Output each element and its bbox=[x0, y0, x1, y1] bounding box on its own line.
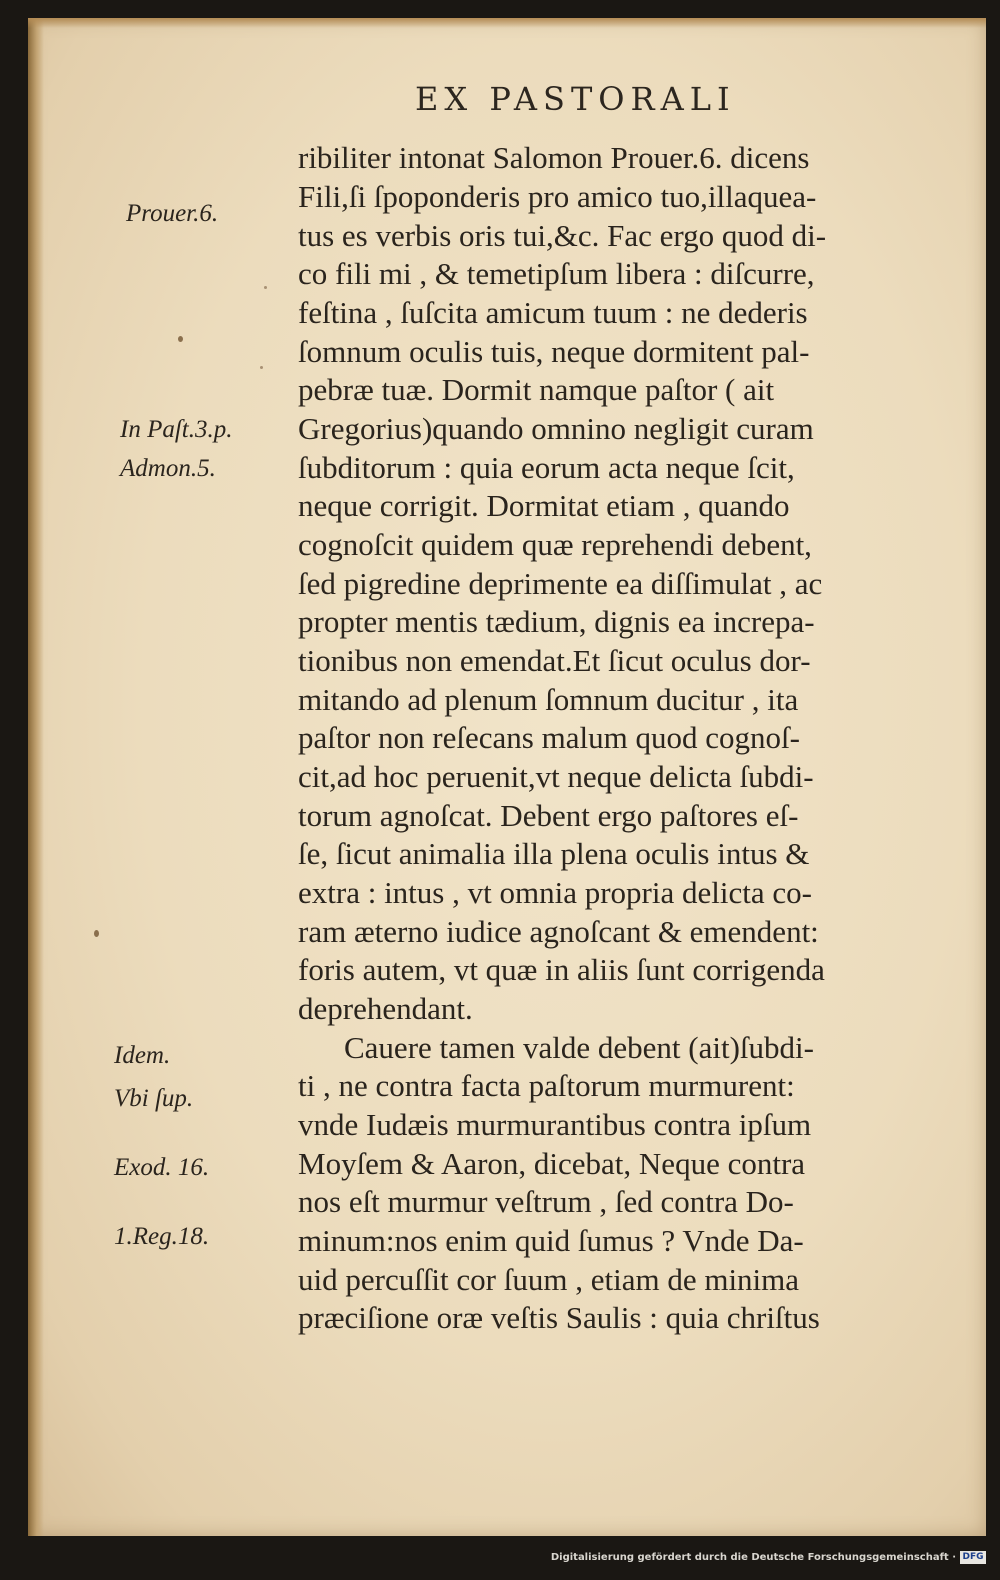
margin-note: Vbi ſup. bbox=[114, 1085, 194, 1112]
margin-note: Admon.5. bbox=[120, 455, 216, 482]
text-line: præciſione oræ veſtis Saulis : quia chriſtus bbox=[298, 1300, 820, 1335]
text-line: uid percuſſit cor ſuum , etiam de minima bbox=[298, 1262, 800, 1297]
digitization-credit: Digitalisierung gefördert durch die Deutsche Forschungsgemeinschaft · bbox=[550, 1552, 956, 1563]
margin-note: 1.Reg.18. bbox=[114, 1223, 210, 1250]
margin-note: In Paſt.3.p. bbox=[120, 416, 233, 443]
text-line: propter mentis tædium, dignis ea increpa- bbox=[298, 604, 815, 639]
text-line: ſomnum oculis tuis, neque dormitent pal- bbox=[298, 334, 810, 369]
text-line: ſe, ſicut animalia illa plena oculis intus & bbox=[298, 836, 810, 871]
text-line: ribiliter intonat Salomon Prouer.6. dicens bbox=[298, 140, 810, 175]
margin-note: Prouer.6. bbox=[126, 200, 219, 227]
text-line: tus es verbis oris tui,&c. Fac ergo quod di- bbox=[298, 218, 827, 253]
text-line-indented: Cauere tamen valde debent (ait)ſubdi- bbox=[344, 1030, 814, 1065]
text-line: vnde Iudæis murmurantibus contra ipſum bbox=[298, 1107, 812, 1142]
text-line: ram æterno iudice agnoſcant & emendent: bbox=[298, 914, 819, 949]
page-gutter-shadow bbox=[28, 18, 44, 1536]
paper-speck bbox=[178, 336, 183, 342]
text-line: paſtor non reſecans malum quod cognoſ- bbox=[298, 720, 800, 755]
text-line: tionibus non emendat.Et ſicut oculus dor- bbox=[298, 643, 811, 678]
book-page bbox=[28, 18, 986, 1536]
text-line: pebræ tuæ. Dormit namque paſtor ( ait bbox=[298, 372, 775, 407]
page-top-edge bbox=[28, 18, 986, 28]
text-line: ti , ne contra facta paſtorum murmurent: bbox=[298, 1068, 795, 1103]
text-line: cit,ad hoc peruenit,vt neque delicta ſubdi- bbox=[298, 759, 814, 794]
text-line: feſtina , ſuſcita amicum tuum : ne dederis bbox=[298, 295, 808, 330]
text-line: co fili mi , & temetipſum libera : diſcurre, bbox=[298, 256, 815, 291]
paper-speck bbox=[264, 286, 267, 289]
text-line: Moyſem & Aaron, dicebat, Neque contra bbox=[298, 1146, 806, 1181]
text-line: ſubditorum : quia eorum acta neque ſcit, bbox=[298, 450, 795, 485]
text-line: ſed pigredine deprimente ea diſſimulat , ac bbox=[298, 566, 823, 601]
margin-note: Idem. bbox=[114, 1042, 171, 1069]
text-line: torum agnoſcat. Debent ergo paſtores eſ- bbox=[298, 798, 799, 833]
text-line: neque corrigit. Dormitat etiam , quando bbox=[298, 488, 790, 523]
text-line: deprehendant. bbox=[298, 991, 473, 1026]
paper-speck bbox=[94, 930, 99, 937]
text-line: foris autem, vt quæ in aliis ſunt corrigenda bbox=[298, 952, 825, 987]
text-line: Fili,ſi ſpoponderis pro amico tuo,illaquea- bbox=[298, 179, 817, 214]
text-line: minum:nos enim quid ſumus ? Vnde Da- bbox=[298, 1223, 804, 1258]
margin-note: Exod. 16. bbox=[114, 1154, 210, 1181]
dfg-logo: DFG bbox=[960, 1551, 986, 1564]
paper-speck bbox=[260, 366, 263, 369]
text-line: extra : intus , vt omnia propria delicta co- bbox=[298, 875, 812, 910]
text-line: nos eſt murmur veſtrum , ſed contra Do- bbox=[298, 1184, 794, 1219]
text-line: Gregorius)quando omnino negligit curam bbox=[298, 411, 814, 446]
text-line: cognoſcit quidem quæ reprehendi debent, bbox=[298, 527, 812, 562]
running-head: EX PASTORALI bbox=[415, 80, 736, 118]
text-line: mitando ad plenum ſomnum ducitur , ita bbox=[298, 682, 799, 717]
